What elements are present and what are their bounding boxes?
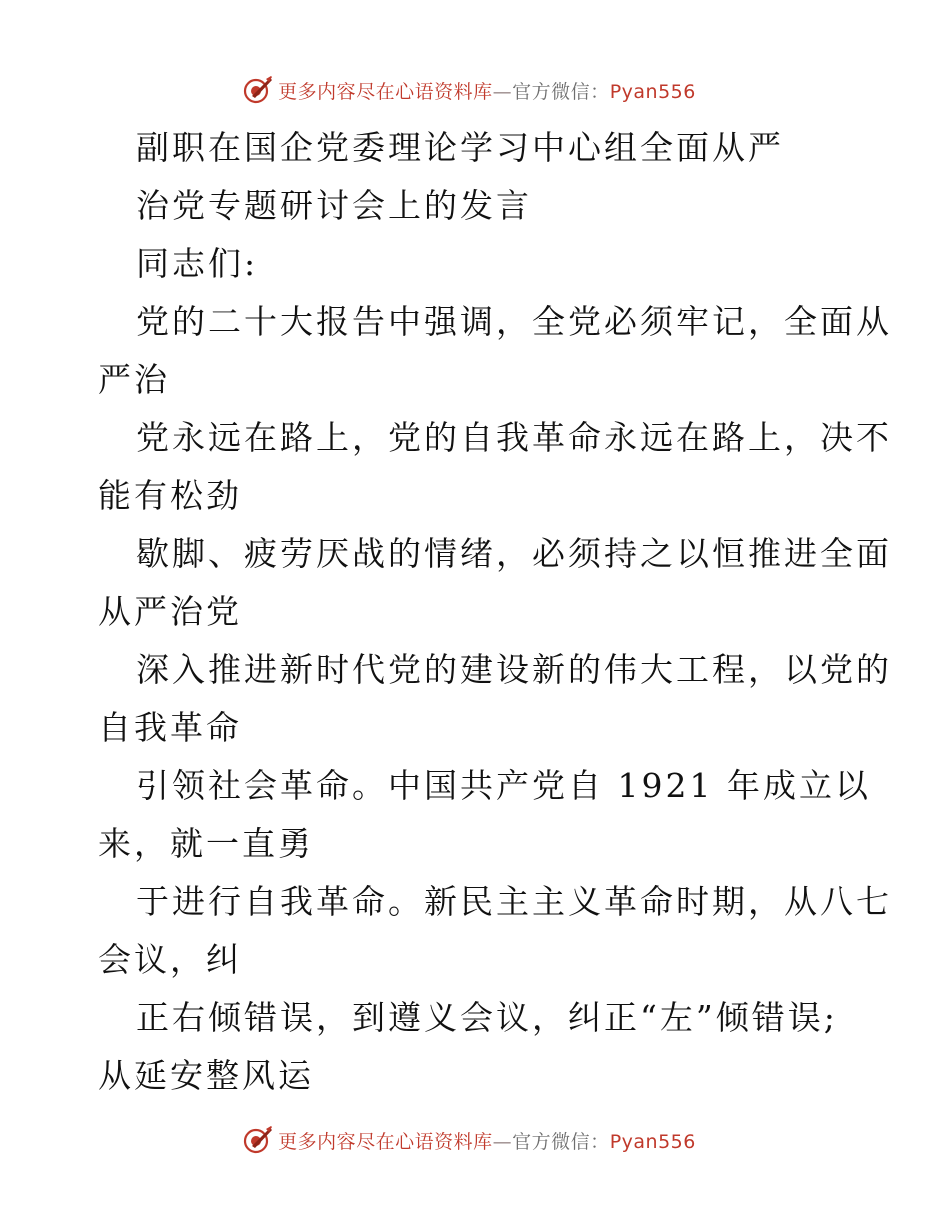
footer-site-text: 更多内容尽在心语资料库 — [278, 1130, 493, 1153]
body-line: 歇脚、疲劳厌战的情绪，必须持之以恒推进全面 — [136, 534, 892, 573]
body-line: 从严治党 — [98, 592, 242, 631]
body-line: 会议，纠 — [98, 940, 242, 979]
footer-banner-text — [278, 1127, 696, 1154]
body-line: 正右倾错误，到遵义会议，纠正“左”倾错误; — [136, 998, 838, 1037]
header-banner — [0, 70, 950, 110]
body-line: 党的二十大报告中强调，全党必须牢记，全面从 — [136, 302, 892, 341]
body-line: 从延安整风运 — [98, 1056, 314, 1095]
body-line: 深入推进新时代党的建设新的伟大工程，以党的 — [136, 650, 892, 689]
body-line: 于进行自我革命。新民主主义革命时期，从八七 — [136, 882, 892, 921]
header-site-text: 更多内容尽在心语资料库 — [278, 80, 493, 103]
title-line-1: 副职在国企党委理论学习中心组全面从严 — [136, 128, 784, 167]
footer-contact-id: Pyan556 — [609, 1130, 696, 1153]
greeting: 同志们: — [136, 244, 259, 283]
quill-logo-icon — [242, 74, 274, 106]
body-line: 来，就一直勇 — [98, 824, 314, 863]
body-line: 党永远在路上，党的自我革命永远在路上，决不 — [136, 418, 892, 457]
body-line: 严治 — [98, 360, 170, 399]
header-banner-content — [242, 74, 696, 106]
header-contact-label: 官方微信： — [512, 80, 610, 103]
footer-banner-content — [242, 1124, 696, 1156]
footer-dash: — — [492, 1130, 513, 1153]
quill-logo-icon — [242, 1124, 274, 1156]
header-contact-id: Pyan556 — [609, 80, 696, 103]
header-dash: — — [492, 80, 513, 103]
body-line: 能有松劲 — [98, 476, 242, 515]
body-line: 引领社会革命。中国共产党自 1921 年成立以 — [136, 766, 871, 805]
title-line-2: 治党专题研讨会上的发言 — [136, 186, 532, 225]
footer-contact-label: 官方微信： — [512, 1130, 610, 1153]
body-line: 自我革命 — [98, 708, 242, 747]
footer-banner — [0, 1120, 950, 1160]
header-banner-text — [278, 77, 696, 104]
